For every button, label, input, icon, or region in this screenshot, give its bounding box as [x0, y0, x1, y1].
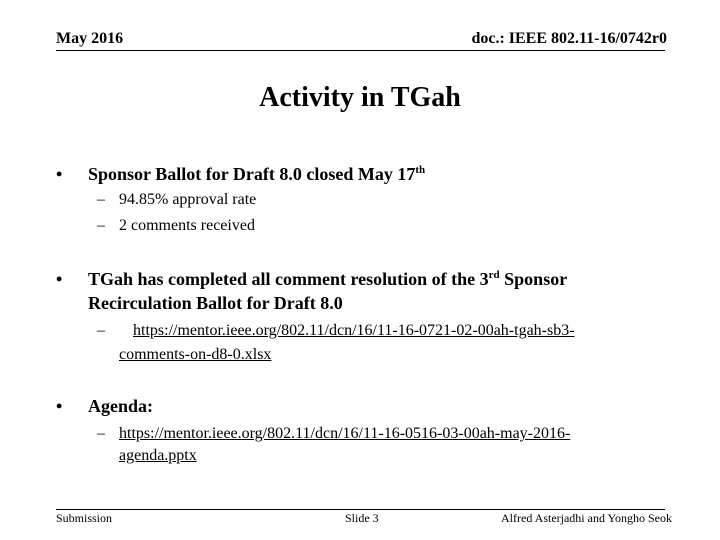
sb3-comments-link[interactable]: https://mentor.ieee.org/802.11/dcn/16/11-16-0721-02-00ah-tgah-sb3- [133, 322, 575, 339]
dash-icon: – [97, 217, 105, 234]
footer-submission: Submission [56, 511, 113, 525]
bullet-text-line2: Recirculation Ballot for Draft 8.0 [88, 293, 343, 313]
bullet-text: Sponsor Ballot for Draft 8.0 closed May 17th [88, 164, 426, 184]
header-doc-id: doc.: IEEE 802.11-16/0742r0 [471, 30, 667, 47]
sb3-comments-link-cont[interactable]: comments-on-d8-0.xlsx [119, 346, 272, 363]
subitem-text: 2 comments received [119, 217, 255, 234]
superscript: th [415, 164, 426, 176]
agenda-link-cont[interactable]: agenda.pptx [119, 447, 197, 464]
header-date: May 2016 [56, 30, 124, 47]
bullet-text-line1: TGah has completed all comment resolution of the 3rd Sponsor [88, 269, 568, 289]
bullet-icon: • [56, 396, 63, 416]
bullet-text: Agenda: [88, 396, 154, 416]
footer-authors: Alfred Asterjadhi and Yongho Seok [501, 511, 672, 525]
slide-title: Activity in TGah [259, 82, 461, 113]
bullet-icon: • [56, 164, 63, 184]
agenda-link[interactable]: https://mentor.ieee.org/802.11/dcn/16/11-16-0516-03-00ah-may-2016- [119, 425, 571, 442]
dash-icon: – [97, 425, 105, 442]
superscript: rd [488, 269, 500, 281]
subitem-text: 94.85% approval rate [119, 191, 257, 208]
footer-slide-number: Slide 3 [345, 511, 379, 525]
header-divider [56, 50, 665, 51]
dash-icon: – [97, 322, 105, 339]
footer-divider [56, 509, 665, 510]
dash-icon: – [97, 191, 105, 208]
bullet-icon: • [56, 269, 63, 289]
